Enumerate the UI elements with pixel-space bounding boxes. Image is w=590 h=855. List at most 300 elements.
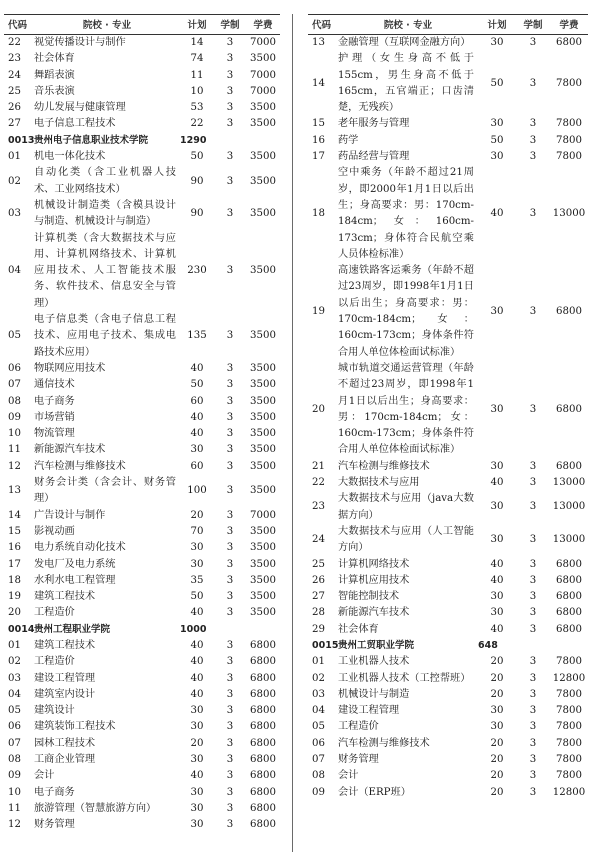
cell-plan: 20 (190, 737, 204, 749)
cell-code: 11 (8, 444, 21, 456)
cell-fee: 3500 (250, 330, 276, 342)
cell-plan: 30 (490, 403, 504, 415)
cell-plan: 60 (190, 395, 204, 407)
right-table-body (308, 35, 588, 801)
cell-code: 24 (312, 534, 325, 546)
cell-plan: 20 (490, 656, 504, 668)
cell-code: 0014 (8, 623, 35, 635)
cell-years: 3 (226, 607, 234, 619)
cell-name: 发电厂及电力系统 (34, 558, 116, 570)
cell-plan: 30 (490, 607, 504, 619)
cell-years: 3 (226, 705, 234, 717)
cell-years: 3 (226, 802, 234, 814)
cell-fee: 7800 (556, 134, 582, 146)
cell-plan: 20 (490, 786, 504, 798)
cell-plan: 230 (187, 265, 207, 277)
cell-fee: 3500 (250, 102, 276, 114)
cell-name: 工程造价 (34, 656, 75, 668)
cell-years: 3 (529, 534, 537, 546)
table-row (308, 622, 588, 638)
table-row (308, 687, 588, 703)
cell-plan: 40 (490, 558, 504, 570)
cell-plan: 10 (190, 85, 204, 97)
table-row (4, 508, 280, 524)
cell-plan: 30 (490, 705, 504, 717)
table-row (4, 817, 280, 833)
cell-fee: 6800 (556, 591, 582, 603)
cell-code: 05 (8, 330, 21, 342)
table-header (4, 15, 280, 35)
cell-name: 机电一体化技术 (34, 151, 106, 163)
cell-fee: 7000 (250, 69, 276, 81)
cell-years: 3 (226, 591, 234, 603)
cell-years: 3 (226, 151, 234, 163)
left-table (4, 14, 280, 834)
cell-plan: 70 (190, 525, 204, 537)
cell-code: 15 (312, 118, 325, 130)
cell-fee: 6800 (250, 688, 276, 700)
cell-name: 舞蹈表演 (34, 69, 75, 81)
cell-plan: 30 (190, 802, 204, 814)
table-row (308, 671, 588, 687)
cell-name: 机械设计制造类（含模具设计与制造、机械设计与制造） (34, 199, 176, 228)
cell-years: 3 (529, 118, 537, 130)
header-name: 院校 · 专业 (34, 15, 180, 35)
cell-fee: 6800 (250, 721, 276, 733)
cell-plan: 40 (190, 411, 204, 423)
cell-years: 3 (226, 737, 234, 749)
table-row (308, 768, 588, 784)
cell-plan: 30 (190, 542, 204, 554)
cell-code: 09 (8, 770, 21, 782)
cell-name: 财务管理 (34, 819, 75, 831)
cell-name: 工业机器人技术（工控帮班） (338, 672, 471, 684)
cell-fee: 3500 (250, 485, 276, 497)
cell-name: 建筑室内设计 (34, 688, 96, 700)
cell-years: 3 (529, 705, 537, 717)
cell-plan: 11 (190, 69, 204, 81)
cell-plan: 30 (490, 305, 504, 317)
cell-fee (550, 638, 588, 654)
cell-name: 电子信息工程技术 (34, 118, 116, 130)
cell-plan: 90 (190, 208, 204, 220)
cell-fee: 7800 (556, 770, 582, 782)
cell-plan: 22 (190, 118, 204, 130)
cell-name: 贵州工程职业学院 (34, 623, 111, 635)
cell-years: 3 (529, 623, 537, 635)
cell-code: 15 (8, 525, 21, 537)
cell-years: 3 (529, 77, 537, 89)
cell-name: 幼儿发展与健康管理 (34, 102, 126, 114)
cell-fee: 3500 (250, 591, 276, 603)
cell-name: 水利水电工程管理 (34, 574, 116, 586)
cell-fee: 6800 (556, 403, 582, 415)
cell-plan: 20 (490, 672, 504, 684)
cell-code: 14 (8, 509, 21, 521)
cell-years: 3 (529, 208, 537, 220)
cell-name: 金融管理（互联网金融方向） (338, 37, 471, 48)
cell-code: 04 (8, 265, 21, 277)
cell-plan: 20 (490, 754, 504, 766)
cell-plan: 35 (190, 574, 204, 586)
cell-name: 自动化类（含工业机器人技术、工业网络技术） (34, 167, 176, 195)
cell-years: 3 (226, 509, 234, 521)
table-header (308, 15, 588, 35)
cell-code: 23 (8, 53, 21, 65)
cell-years: 3 (529, 501, 537, 513)
cell-plan: 40 (190, 672, 204, 684)
cell-name: 财务会计类（含会计、财务管理） (34, 477, 176, 505)
cell-plan: 50 (190, 591, 204, 603)
cell-name: 会计 (34, 770, 55, 782)
cell-fee: 3500 (250, 558, 276, 570)
cell-name: 物联网应用技术 (34, 362, 106, 374)
cell-name: 电子信息类（含电子信息工程技术、应用电子技术、集成电路技术应用） (34, 314, 176, 358)
cell-plan: 50 (190, 151, 204, 163)
cell-name: 计算机应用技术 (338, 574, 410, 586)
cell-years: 3 (529, 591, 537, 603)
cell-fee: 3500 (250, 53, 276, 65)
cell-code: 04 (312, 705, 325, 717)
cell-years: 3 (529, 151, 537, 163)
cell-name: 机械设计与制造 (338, 688, 410, 700)
table-row (308, 557, 588, 573)
cell-fee: 7800 (556, 754, 582, 766)
table-row (4, 719, 280, 735)
table-row (4, 785, 280, 801)
cell-name: 社会体育 (34, 53, 75, 65)
cell-code: 13 (8, 485, 21, 497)
cell-years: 3 (529, 672, 537, 684)
cell-fee: 7800 (556, 656, 582, 668)
cell-years: 3 (226, 639, 234, 651)
cell-plan: 40 (490, 477, 504, 489)
cell-years: 3 (226, 118, 234, 130)
cell-fee: 7800 (556, 118, 582, 130)
cell-code: 07 (312, 754, 325, 766)
header-plan: 计划 (478, 15, 516, 35)
school-row (308, 638, 588, 654)
cell-code: 19 (312, 305, 325, 317)
cell-fee: 6800 (556, 37, 582, 48)
cell-code: 06 (312, 737, 325, 749)
cell-fee: 7800 (556, 737, 582, 749)
right-table (308, 14, 588, 801)
cell-code: 14 (312, 77, 325, 89)
cell-name: 计算机网络技术 (338, 558, 410, 570)
table-row (4, 638, 280, 654)
cell-code: 06 (8, 721, 21, 733)
cell-name: 建筑工程技术 (34, 639, 96, 651)
table-row (4, 671, 280, 687)
cell-fee: 6800 (250, 802, 276, 814)
cell-name: 计算机类（含大数据技术与应用、计算机网络技术、计算机应用技术、人工智能技术服务、软件技术、信息安全与管理） (34, 232, 176, 309)
cell-name: 药品经营与管理 (338, 151, 410, 163)
cell-name: 工程造价 (338, 721, 379, 733)
cell-fee: 3500 (250, 379, 276, 391)
cell-plan: 60 (190, 460, 204, 472)
cell-years: 3 (226, 542, 234, 554)
cell-code: 21 (312, 460, 325, 472)
cell-years: 3 (226, 485, 234, 497)
cell-fee: 7800 (556, 77, 582, 89)
header-years: 学制 (516, 15, 550, 35)
table-row (4, 35, 280, 52)
cell-name: 物流管理 (34, 428, 75, 440)
cell-plan: 40 (490, 574, 504, 586)
cell-years: 3 (226, 672, 234, 684)
table-row (308, 605, 588, 621)
cell-code: 03 (8, 672, 21, 684)
cell-years: 3 (226, 525, 234, 537)
cell-name: 通信技术 (34, 379, 75, 391)
cell-years: 3 (226, 786, 234, 798)
cell-name: 影视动画 (34, 525, 75, 537)
cell-code: 04 (8, 688, 21, 700)
table-row (308, 361, 588, 459)
cell-fee: 6800 (556, 607, 582, 619)
table-row (308, 752, 588, 768)
cell-years: 3 (529, 403, 537, 415)
cell-years: 3 (529, 754, 537, 766)
table-row (308, 573, 588, 589)
cell-fee: 3500 (250, 574, 276, 586)
cell-years: 3 (226, 574, 234, 586)
cell-plan: 648 (478, 639, 498, 651)
header-years: 学制 (214, 15, 246, 35)
table-row (308, 165, 588, 263)
cell-plan: 40 (190, 688, 204, 700)
cell-fee (246, 622, 280, 638)
cell-fee (246, 133, 280, 149)
cell-fee: 3500 (250, 118, 276, 130)
cell-code: 23 (312, 501, 325, 513)
cell-code: 10 (8, 786, 21, 798)
cell-years: 3 (226, 362, 234, 374)
cell-fee: 7800 (556, 721, 582, 733)
cell-plan: 40 (190, 428, 204, 440)
cell-plan: 50 (190, 379, 204, 391)
cell-plan: 1290 (180, 134, 207, 146)
table-row (4, 736, 280, 752)
cell-fee: 7800 (556, 705, 582, 717)
cell-code: 08 (8, 395, 21, 407)
header-code: 代码 (4, 15, 34, 35)
table-row (308, 703, 588, 719)
cell-name: 建筑装饰工程技术 (34, 721, 116, 733)
table-row (4, 540, 280, 556)
cell-years: 3 (226, 558, 234, 570)
table-row (308, 51, 588, 116)
column-divider (292, 14, 293, 852)
cell-fee: 6800 (556, 305, 582, 317)
cell-plan: 30 (490, 460, 504, 472)
table-row (308, 475, 588, 491)
cell-fee: 3500 (250, 395, 276, 407)
cell-fee: 12800 (552, 672, 586, 684)
cell-fee: 13000 (552, 208, 586, 220)
cell-plan: 40 (190, 656, 204, 668)
header-code: 代码 (308, 15, 338, 35)
table-row (4, 687, 280, 703)
cell-code: 02 (8, 656, 21, 668)
table-row (4, 51, 280, 67)
cell-plan: 30 (190, 705, 204, 717)
cell-plan: 20 (490, 770, 504, 782)
cell-fee: 3500 (250, 607, 276, 619)
cell-name: 汽车检测与维修技术 (34, 460, 126, 472)
cell-code: 19 (8, 591, 21, 603)
cell-code: 26 (8, 102, 21, 114)
cell-years: 3 (226, 102, 234, 114)
cell-code: 01 (8, 639, 21, 651)
cell-plan: 30 (490, 591, 504, 603)
cell-name: 新能源汽车技术 (34, 444, 106, 456)
cell-name: 音乐表演 (34, 85, 75, 97)
cell-name: 电力系统自动化技术 (34, 542, 126, 554)
table-row (4, 557, 280, 573)
cell-years: 3 (226, 444, 234, 456)
cell-fee: 13000 (552, 477, 586, 489)
cell-code: 20 (8, 607, 21, 619)
table-row (4, 426, 280, 442)
cell-years: 3 (226, 770, 234, 782)
cell-plan: 90 (190, 175, 204, 187)
cell-plan: 100 (187, 485, 207, 497)
cell-code: 27 (312, 591, 325, 603)
cell-code: 02 (312, 672, 325, 684)
cell-name: 社会体育 (338, 623, 379, 635)
cell-fee: 6800 (250, 819, 276, 831)
cell-plan: 14 (190, 37, 204, 48)
cell-years: 3 (529, 770, 537, 782)
cell-plan: 53 (190, 102, 204, 114)
cell-plan: 30 (490, 721, 504, 733)
cell-years: 3 (226, 688, 234, 700)
cell-code: 0013 (8, 134, 35, 146)
cell-plan: 30 (190, 754, 204, 766)
cell-code: 16 (312, 134, 325, 146)
cell-name: 高速铁路客运乘务（年龄不超过23周岁，即1998年1月1日以后出生；身高要求：男：170cm-184cm；女：160cm-173cm；身体条件符合用人单位体检面试标准） (338, 265, 474, 358)
cell-name: 市场营销 (34, 411, 75, 423)
cell-years: 3 (226, 460, 234, 472)
cell-plan: 40 (490, 208, 504, 220)
cell-fee: 3500 (250, 428, 276, 440)
cell-plan: 40 (490, 623, 504, 635)
table-row (4, 573, 280, 589)
left-column (4, 14, 280, 834)
cell-plan: 40 (190, 607, 204, 619)
header-name: 院校 · 专业 (338, 15, 478, 35)
cell-years: 3 (529, 721, 537, 733)
left-table-body (4, 35, 280, 834)
cell-plan: 30 (190, 721, 204, 733)
table-row (4, 231, 280, 312)
cell-fee: 3500 (250, 525, 276, 537)
cell-name: 园林工程技术 (34, 737, 96, 749)
cell-code: 0015 (312, 639, 339, 651)
cell-fee: 6800 (250, 770, 276, 782)
cell-name: 财务管理 (338, 754, 379, 766)
cell-name: 大数据技术与应用 (338, 477, 420, 489)
cell-code: 06 (8, 362, 21, 374)
cell-plan: 30 (490, 501, 504, 513)
table-row (4, 149, 280, 165)
cell-code: 01 (312, 656, 325, 668)
cell-plan: 30 (190, 444, 204, 456)
cell-name: 会计（ERP班） (338, 786, 411, 798)
cell-code: 03 (8, 208, 21, 220)
cell-name: 空中乘务（年龄不超过21周岁，即2000年1月1日以后出生；身高要求：男：170cm-184cm；女：160cm-173cm；身体符合民航空乘人员体检标准） (338, 167, 474, 260)
cell-fee: 7000 (250, 85, 276, 97)
cell-years: 3 (529, 305, 537, 317)
cell-code: 17 (8, 558, 21, 570)
cell-years: 3 (529, 460, 537, 472)
cell-code: 05 (312, 721, 325, 733)
header-plan: 计划 (180, 15, 214, 35)
cell-name: 工业机器人技术 (338, 656, 410, 668)
cell-code: 03 (312, 688, 325, 700)
cell-name: 旅游管理（智慧旅游方向） (34, 802, 157, 814)
cell-years: 3 (226, 85, 234, 97)
cell-code: 17 (312, 151, 325, 163)
cell-years: 3 (226, 721, 234, 733)
cell-fee: 6800 (250, 737, 276, 749)
cell-years: 3 (226, 37, 234, 48)
cell-fee: 3500 (250, 175, 276, 187)
cell-years: 3 (529, 37, 537, 48)
cell-code: 22 (312, 477, 325, 489)
cell-fee: 7000 (250, 509, 276, 521)
table-row (4, 361, 280, 377)
cell-code: 13 (312, 37, 325, 48)
cell-years: 3 (529, 688, 537, 700)
table-row (4, 165, 280, 198)
cell-fee: 3500 (250, 411, 276, 423)
cell-fee: 3500 (250, 362, 276, 374)
cell-plan: 135 (187, 330, 207, 342)
cell-plan: 30 (190, 819, 204, 831)
cell-years: 3 (529, 477, 537, 489)
cell-code: 24 (8, 69, 21, 81)
cell-fee: 6800 (556, 623, 582, 635)
cell-years: 3 (226, 330, 234, 342)
table-row (308, 263, 588, 361)
table-row (308, 491, 588, 524)
cell-fee: 3500 (250, 265, 276, 277)
table-row (4, 654, 280, 670)
header-fee: 学费 (246, 15, 280, 35)
right-column (308, 14, 588, 801)
table-row (4, 116, 280, 132)
cell-plan: 50 (490, 134, 504, 146)
cell-fee: 3500 (250, 444, 276, 456)
cell-fee: 7800 (556, 151, 582, 163)
table-row (308, 654, 588, 670)
cell-years: 3 (529, 574, 537, 586)
table-row (4, 377, 280, 393)
cell-plan: 30 (490, 37, 504, 48)
cell-name: 城市轨道交通运营管理（年龄不超过23周岁，即1998年1月1日以后出生；身高要求：男：170cm-184cm；女：160cm-173cm；身体条件符合用人单位体检面试标准） (338, 362, 474, 456)
school-row (4, 622, 280, 638)
cell-code: 27 (8, 118, 21, 130)
cell-years: 3 (529, 737, 537, 749)
table-row (4, 68, 280, 84)
table-row (4, 410, 280, 426)
table-row (4, 752, 280, 768)
cell-code: 12 (8, 819, 21, 831)
cell-name: 新能源汽车技术 (338, 607, 410, 619)
